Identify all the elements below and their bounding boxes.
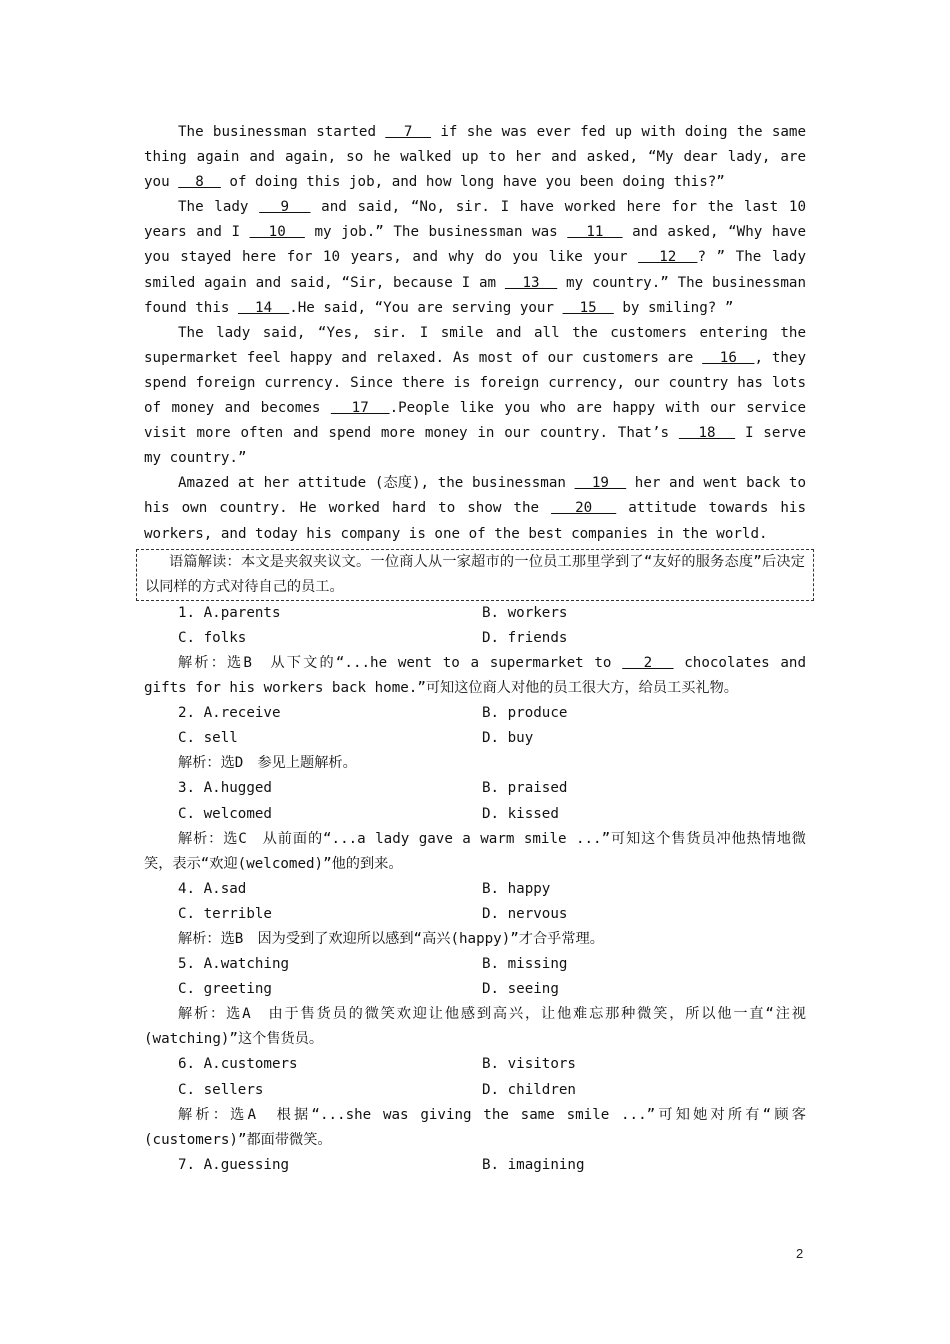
question-item <box>144 877 806 952</box>
blank-number: 12 <box>638 249 698 266</box>
option-b: B. missing <box>482 956 568 973</box>
option-b: B. visitors <box>482 1056 576 1073</box>
blank-number: 18 <box>678 425 736 442</box>
question-item <box>144 776 806 876</box>
blank-number: 14 <box>237 299 290 316</box>
text-run: , they spend foreign currency. Since there is foreign currency, our country has lots of money and becomes <box>144 349 807 417</box>
explanation <box>144 751 806 776</box>
passage-paragraph <box>144 471 806 546</box>
summary-text: 语篇解读：本文是夹叙夹议文。一位商人从一家超市的一位员工那里学到了“友好的服务态度”后决定以同样的方式对待自己的员工。 <box>145 553 805 595</box>
option-c: C. welcomed <box>178 805 272 822</box>
text-run: .People like you who are happy with our service visit more often and spend more money in our country. That’s <box>144 400 807 442</box>
passage-paragraph <box>144 321 806 472</box>
option-d: D. kissed <box>482 805 559 822</box>
text-run: 解析：选B 因为受到了欢迎所以感到“高兴(happy)”才合乎常理。 <box>178 931 604 947</box>
option-b: B. happy <box>482 880 551 897</box>
option-row <box>144 626 806 651</box>
option-a: 5. A.watching <box>178 956 290 973</box>
blank-number: 20 <box>551 500 617 517</box>
option-a: 4. A.sad <box>178 880 247 897</box>
option-a: 6. A.customers <box>178 1056 298 1073</box>
option-row <box>144 977 806 1002</box>
option-row <box>144 1052 806 1077</box>
explanation <box>144 827 806 877</box>
text-run: The lady said, “Yes, sir. I smile and all the customers entering the supermarket feel happy and relaxed. As most of our customers are <box>144 324 806 366</box>
text-run: and said, “No, sir. I have worked here for the last 10 years and I <box>144 199 806 241</box>
option-row <box>144 1078 806 1103</box>
option-a: 1. A.parents <box>178 604 281 621</box>
option-row <box>144 802 806 827</box>
passage <box>144 120 806 547</box>
passage-paragraph <box>144 120 806 195</box>
option-c: C. folks <box>178 629 247 646</box>
text-run: by smiling? ” <box>613 299 734 316</box>
question-item <box>144 601 806 701</box>
text-run: The lady <box>178 199 260 216</box>
option-d: D. seeing <box>482 981 559 998</box>
question-item <box>144 701 806 776</box>
option-row <box>144 701 806 726</box>
text-run: of doing this job, and how long have you been doing this?” <box>220 174 725 191</box>
explanation <box>144 1103 806 1153</box>
text-run: .He said, “You are serving your <box>289 299 563 316</box>
explanation <box>144 1002 806 1052</box>
option-d: D. friends <box>482 629 568 646</box>
option-row <box>144 902 806 927</box>
option-row <box>144 726 806 751</box>
blank-number: 9 <box>259 199 311 216</box>
blank-number: 15 <box>562 299 614 316</box>
option-b: B. praised <box>482 780 568 797</box>
blank-number: 8 <box>178 174 221 191</box>
option-d: D. children <box>482 1081 576 1098</box>
text-run: 解析：选A 根据“...she was giving the same smile ...”可知她对所有“顾客(customers)”都面带微笑。 <box>144 1106 806 1148</box>
blank-number: 10 <box>249 224 305 241</box>
option-d: D. nervous <box>482 905 568 922</box>
text-run: my job.” The businessman was <box>304 224 568 241</box>
text-run: 解析：选D 参见上题解析。 <box>178 755 357 772</box>
option-b: B. produce <box>482 705 568 722</box>
option-row <box>144 877 806 902</box>
option-b: B. imagining <box>482 1156 585 1173</box>
question-item <box>144 952 806 1052</box>
blank-number: 11 <box>567 224 623 241</box>
text-run: chocolates and gifts for his workers back home.”可知这位商人对他的员工很大方，给员工买礼物。 <box>144 654 807 697</box>
summary-box <box>136 549 814 601</box>
explanation <box>144 651 806 701</box>
blank-number: 19 <box>574 475 627 492</box>
page-number: 2 <box>796 1246 804 1261</box>
text-run: attitude towards his workers, and today his company is one of the best companies in the world. <box>144 500 807 542</box>
blank-number: 16 <box>702 349 755 366</box>
text-run: Amazed at her attitude (态度), the businessman <box>178 475 575 492</box>
text-run: I serve my country.” <box>144 425 806 467</box>
option-row <box>144 601 806 626</box>
text-run: my country.” The businessman found this <box>144 274 806 316</box>
document-body <box>144 120 806 1178</box>
option-a: 2. A.receive <box>178 705 281 722</box>
blank-number: 17 <box>330 400 390 417</box>
blank-number: 2 <box>622 654 674 671</box>
option-c: C. terrible <box>178 905 272 922</box>
text-run: 解析：选C 从前面的“...a lady gave a warm smile ...”可知这个售货员冲他热情地微笑，表示“欢迎(welcomed)”他的到来。 <box>144 830 806 872</box>
blank-number: 13 <box>504 274 558 291</box>
text-run: The businessman started <box>178 124 386 140</box>
option-c: C. sell <box>178 730 238 747</box>
text-run: 解析：选A 由于售货员的微笑欢迎让他感到高兴，让他难忘那种微笑，所以他一直“注视(watching)”这个售货员。 <box>144 1006 806 1048</box>
option-b: B. workers <box>482 604 568 621</box>
question-item <box>144 1052 806 1152</box>
passage-paragraph <box>144 195 806 320</box>
text-run: her and went back to his own country. He worked hard to show the <box>144 475 806 517</box>
option-a: 7. A.guessing <box>178 1156 290 1173</box>
text-run: and asked, “Why have you stayed here for 10 years, and why do you like your <box>144 224 807 266</box>
question-item <box>144 1153 806 1178</box>
option-c: C. greeting <box>178 981 272 998</box>
text-run: ? ” The lady smiled again and said, “Sir, because I am <box>144 249 807 291</box>
text-run: if she was ever fed up with doing the same thing again and again, so he walked up to her and asked, “My dear lady, are you <box>144 124 806 191</box>
text-run: 解析：选B 从下文的“...he went to a supermarket to <box>178 654 623 671</box>
option-row <box>144 952 806 977</box>
explanation <box>144 927 806 952</box>
option-row <box>144 776 806 801</box>
option-row <box>144 1153 806 1178</box>
option-a: 3. A.hugged <box>178 780 272 797</box>
option-c: C. sellers <box>178 1081 264 1098</box>
option-d: D. buy <box>482 730 534 747</box>
blank-number: 7 <box>385 124 432 140</box>
question-list <box>144 601 806 1178</box>
